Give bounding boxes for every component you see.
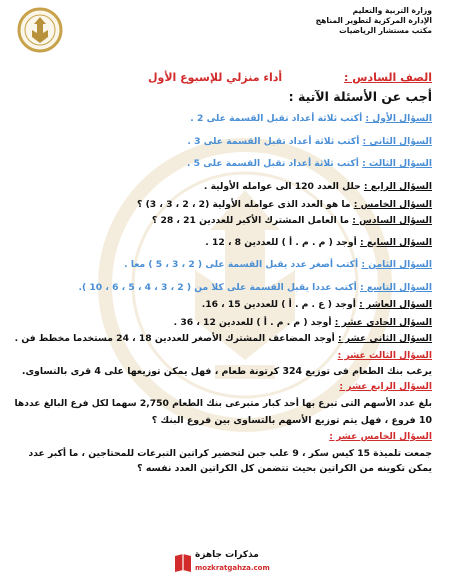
question-1 bbox=[190, 113, 432, 125]
question-13-text: يرغب بنك الطعام فى توزيع 324 كرتونة طعام ، فهل يمكن توزيعها على 4 قرى بالتساوى. bbox=[21, 366, 432, 377]
grade-label: الصف السادس : bbox=[344, 71, 432, 84]
question-label: السؤال السابع : bbox=[359, 237, 432, 248]
assignment-title: أداء منزلي للإسبوع الأول bbox=[147, 71, 283, 84]
question-15-label-row bbox=[329, 431, 432, 443]
question-text: ما هو العدد الذى عوامله الأولية (2 ، 2 ، 3 ، 3) ؟ bbox=[137, 199, 354, 210]
question-label: السؤال العاشر : bbox=[359, 299, 432, 310]
question-13-label-row bbox=[338, 350, 432, 362]
question-label: السؤال الأول : bbox=[365, 113, 432, 124]
question-4 bbox=[204, 181, 432, 193]
question-12 bbox=[15, 333, 432, 345]
question-9 bbox=[79, 282, 433, 294]
question-label: السؤال الحادى عشر : bbox=[334, 317, 432, 328]
question-14-line-2: 10 فروع ، فهل يتم توزيع الأسهم بالتساوى بين فروع البنك ؟ bbox=[151, 415, 432, 426]
question-label: السؤال الخامس عشر : bbox=[329, 431, 432, 442]
footer-brand bbox=[173, 548, 277, 580]
footer-brand-arabic: مذكرات جاهزة bbox=[195, 550, 259, 560]
question-text: أكتب أصغر عدد يقبل القسمة على ( 2 ، 3 ، 5 ) معا . bbox=[124, 259, 362, 270]
question-label: السؤال الثالث عشر : bbox=[337, 350, 432, 361]
question-label: السؤال الرابع عشر : bbox=[339, 381, 432, 392]
ministry-header bbox=[316, 6, 432, 36]
header-line-administration: الإدارة المركزية لتطوير المناهج bbox=[315, 16, 432, 25]
question-text: ما العامل المشترك الأكبر للعددين 21 ، 28 ؟ bbox=[151, 215, 353, 226]
title-row bbox=[32, 71, 432, 84]
instruction-heading: أجب عن الأسئلة الآتية : bbox=[288, 89, 432, 104]
question-6 bbox=[152, 215, 432, 227]
question-text: حلل العدد 120 الى عوامله الأولية . bbox=[203, 181, 364, 192]
question-15-line-1: جمعت تلميذة 15 كيس سكر ، 9 علب جبن لتحضير كراتين التبرعات للمحتاجين ، ما أكبر عدد bbox=[28, 448, 432, 459]
footer-brand-url: mozkratgahza.com bbox=[195, 564, 270, 572]
question-11 bbox=[174, 317, 432, 329]
question-text: أكتب عددا يقبل القسمة على كلا من ( 2 ، 3 ، 4 ، 5 ، 6 ، 10 ). bbox=[78, 282, 360, 293]
question-label: السؤال الثاني : bbox=[362, 136, 432, 147]
question-10 bbox=[202, 299, 432, 311]
question-label: السؤال الرابع : bbox=[363, 181, 432, 192]
question-3 bbox=[187, 158, 432, 170]
ministry-logo-icon bbox=[17, 7, 63, 53]
question-14-line-1: بلغ عدد الأسهم التى تبرع بها أحد كبار متبرعى بنك الطعام 2,750 سهما لكل فرع البالغ عددها bbox=[14, 398, 432, 409]
question-text: أكتب ثلاثة أعداد تقبل القسمة على 2 . bbox=[190, 113, 366, 124]
question-label: السؤال التاسع : bbox=[359, 282, 432, 293]
question-label: السؤال الخامس : bbox=[353, 199, 432, 210]
question-label: السؤال الثاني عشر : bbox=[338, 333, 432, 344]
question-label: السؤال الثالث : bbox=[362, 158, 432, 169]
question-14-label-row bbox=[339, 381, 432, 393]
question-15-line-2: يمكن تكوينه من الكراتين بحيث تتضمن كل الكراتين العدد نفسه ؟ bbox=[137, 463, 432, 474]
question-7 bbox=[205, 237, 432, 249]
book-icon bbox=[173, 552, 193, 574]
question-2 bbox=[187, 136, 432, 148]
question-text: أوجد المضاعف المشترك الأصغر للعددين 18 ، 24 مستخدما مخطط فن . bbox=[14, 333, 339, 344]
question-5 bbox=[137, 199, 432, 211]
question-text: أكتب ثلاثة أعداد تقبل القسمة على 5 . bbox=[186, 158, 363, 169]
question-label: السؤال السادس : bbox=[352, 215, 432, 226]
header-line-office: مكتب مستشار الرياضيات bbox=[339, 26, 432, 35]
question-text: أوجد ( م . م . أ ) للعددين 8 ، 12 . bbox=[205, 237, 360, 248]
question-text: أوجد ( م . م . أ ) للعددين 12 ، 36 . bbox=[173, 317, 335, 328]
question-8 bbox=[124, 259, 432, 271]
question-text: أكتب ثلاثة أعداد تقبل القسمة على 3 . bbox=[187, 136, 363, 147]
question-label: السؤال الثامن : bbox=[361, 259, 432, 270]
question-text: أوجد ( ع . م . أ ) للعددين 15 ، 16. bbox=[201, 299, 360, 310]
header-line-ministry: وزارة التربية والتعليم bbox=[352, 6, 432, 15]
